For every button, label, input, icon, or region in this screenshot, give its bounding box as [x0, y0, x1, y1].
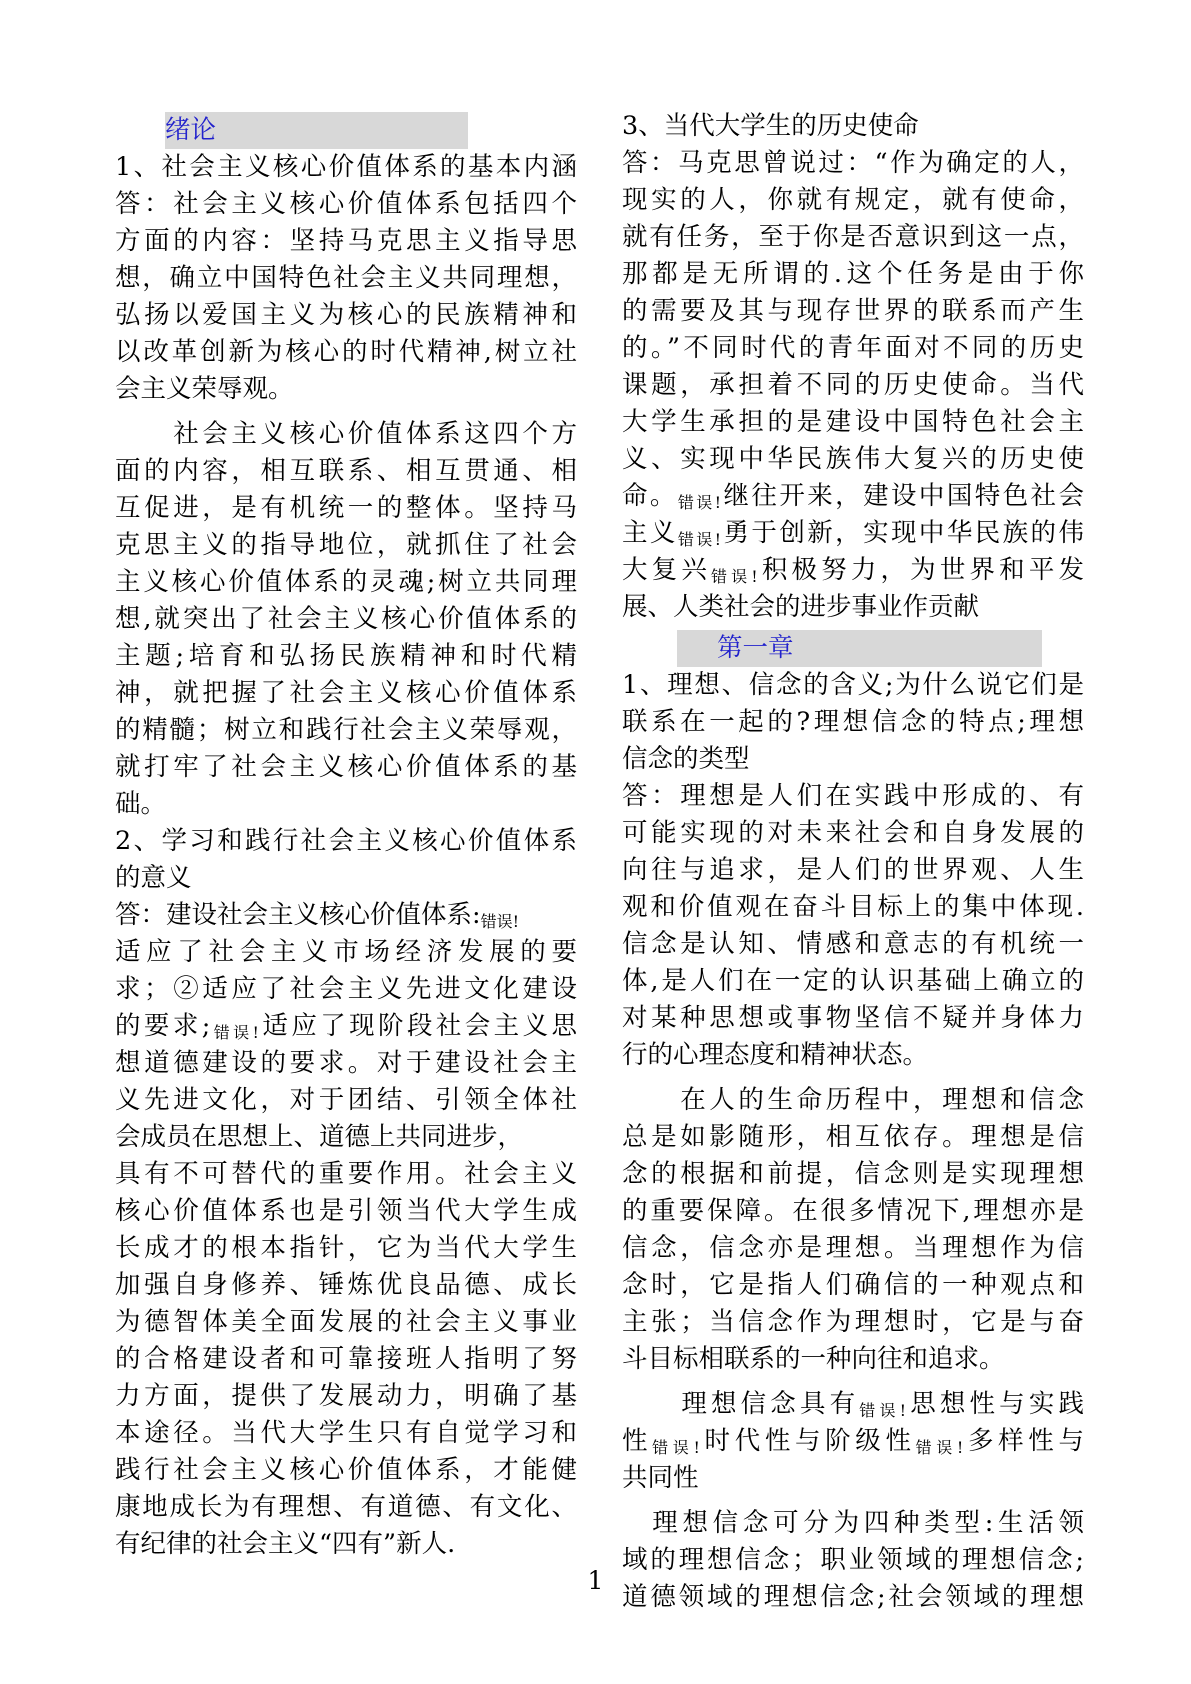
line-text: 互促进，是有机统一的整体。坚持马 — [115, 493, 577, 523]
line-text: 信念是认知、情感和意志的有机统一 — [622, 929, 1084, 959]
line-text: 的要求; — [115, 1011, 211, 1041]
line-text: 就打牢了社会主义核心价值体系的基 — [115, 752, 577, 782]
text-line — [622, 926, 1084, 963]
line-text: 适应了社会主义市场经济发展的要 — [115, 937, 577, 967]
text-line — [115, 1452, 577, 1489]
line-text: 面的内容，相互联系、相互贯通、相 — [115, 456, 577, 486]
line-text: 信念，信念亦是理想。当理想作为信 — [622, 1233, 1084, 1263]
line-text: 可能实现的对未来社会和自身发展的 — [622, 818, 1084, 848]
text-line — [115, 453, 577, 490]
text-line — [622, 1119, 1084, 1156]
line-text: 力方面，提供了发展动力，明确了基 — [115, 1381, 577, 1411]
line-text: 为德智体美全面发展的社会主义事业 — [115, 1307, 577, 1337]
text-line — [622, 704, 1084, 741]
line-text: 大复兴 — [622, 555, 711, 585]
line-text: 主义 — [622, 518, 678, 548]
text-line — [115, 934, 577, 971]
text-line — [115, 786, 577, 823]
text-line — [622, 108, 1084, 145]
line-text: 主张；当信念作为理想时，它是与奋 — [622, 1307, 1084, 1337]
line-text: 以改革创新为核心的时代精神,树立社 — [115, 337, 577, 367]
line-text: 性 — [622, 1426, 653, 1456]
text-line — [115, 1156, 577, 1193]
line-text: 向往与追求，是人们的世界观、人生 — [622, 855, 1084, 885]
text-line — [622, 478, 1084, 515]
text-line — [622, 1082, 1084, 1119]
text-line — [115, 297, 577, 334]
text-line — [115, 1415, 577, 1452]
text-line — [622, 367, 1084, 404]
line-text: 勇于创新，实现中华民族的伟 — [721, 518, 1084, 548]
line-text: 践行社会主义核心价值体系，才能健 — [115, 1455, 577, 1485]
text-line — [115, 186, 577, 223]
text-line — [622, 1460, 1084, 1497]
text-line — [622, 1156, 1084, 1193]
text-line — [115, 1008, 577, 1045]
text-line — [622, 589, 1084, 626]
text-line — [622, 815, 1084, 852]
line-text: 长成才的根本指针，它为当代大学生 — [115, 1233, 577, 1263]
line-text: 继往开来，建设中国特色社会 — [721, 481, 1084, 511]
line-text: 念时，它是指人们确信的一种观点和 — [622, 1270, 1084, 1300]
text-line — [115, 527, 577, 564]
text-line — [115, 1267, 577, 1304]
text-line — [115, 1304, 577, 1341]
line-text: 共同性 — [622, 1463, 699, 1493]
text-line — [622, 1193, 1084, 1230]
line-text: 那都是无所谓的.这个任务是由于你 — [622, 259, 1084, 289]
line-text: 义先进文化，对于团结、引领全体社 — [115, 1085, 577, 1115]
line-text: 的重要保障。在很多情况下,理想亦是 — [622, 1196, 1084, 1226]
text-line — [622, 182, 1084, 219]
text-line — [115, 334, 577, 371]
line-text: 就有任务，至于你是否意识到这一点， — [622, 222, 1084, 252]
line-text: 多样性与 — [963, 1426, 1084, 1456]
line-text: 命。 — [622, 481, 678, 511]
line-text: 弘扬以爱国主义为核心的民族精神和 — [115, 300, 577, 330]
line-text: 加强自身修养、锤炼优良品德、成长 — [115, 1270, 577, 1300]
right-column — [622, 108, 1084, 1616]
line-text: 会主义荣辱观。 — [115, 374, 294, 404]
line-text: 核心价值体系也是引领当代大学生成 — [115, 1196, 577, 1226]
line-text: 理想信念可分为四种类型:生活领 — [622, 1508, 1084, 1538]
text-line — [622, 293, 1084, 330]
line-text: 3、当代大学生的历史使命 — [622, 111, 919, 141]
line-text: 观和价值观在奋斗目标上的集中体现. — [622, 892, 1084, 922]
text-line — [622, 1230, 1084, 1267]
error-marker: 错误! — [710, 567, 758, 586]
line-text: 义、实现中华民族伟大复兴的历史使 — [622, 444, 1084, 474]
line-text: 时代性与阶级性 — [699, 1426, 916, 1456]
text-line — [622, 667, 1084, 704]
line-text: 对某种思想或事物坚信不疑并身体力 — [622, 1003, 1084, 1033]
line-text: 会成员在思想上、道德上共同进步， — [115, 1122, 524, 1152]
error-marker: 错误! — [652, 1438, 700, 1457]
text-line — [622, 889, 1084, 926]
line-text: 有纪律的社会主义“四有”新人. — [115, 1529, 456, 1559]
text-line — [622, 852, 1084, 889]
line-text: 1、社会主义核心价值体系的基本内涵 — [115, 152, 577, 182]
line-text: 念的根据和前提，信念则是实现理想 — [622, 1159, 1084, 1189]
error-marker: 错误! — [677, 530, 722, 549]
line-text: 展、人类社会的进步事业作贡献 — [622, 592, 980, 622]
text-line — [622, 1000, 1084, 1037]
text-line — [115, 1230, 577, 1267]
line-text: 的精髓；树立和践行社会主义荣辱观， — [115, 715, 577, 745]
text-line — [115, 371, 577, 408]
error-marker: 错误! — [677, 493, 722, 512]
line-text: 斗目标相联系的一种向往和追求。 — [622, 1344, 1005, 1374]
line-text: 社会主义核心价值体系这四个方 — [115, 419, 577, 449]
line-text: 康地成长为有理想、有道德、有文化、 — [115, 1492, 577, 1522]
text-line — [622, 778, 1084, 815]
line-text: 在人的生命历程中，理想和信念 — [622, 1085, 1084, 1115]
page-number: 1 — [587, 1566, 604, 1595]
text-line — [115, 1045, 577, 1082]
text-line — [115, 712, 577, 749]
line-text: 想，确立中国特色社会主义共同理想， — [115, 263, 577, 293]
text-line — [115, 675, 577, 712]
text-line — [115, 897, 577, 934]
text-line — [622, 515, 1084, 552]
line-text: 课题，承担着不同的历史使命。当代 — [622, 370, 1084, 400]
text-line — [115, 564, 577, 601]
line-text: 想,就突出了社会主义核心价值体系的 — [115, 604, 577, 634]
text-line — [622, 404, 1084, 441]
text-line — [622, 1505, 1084, 1542]
text-line — [622, 219, 1084, 256]
line-text: 的合格建设者和可靠接班人指明了努 — [115, 1344, 577, 1374]
line-text: 的。”不同时代的青年面对不同的历史 — [622, 333, 1084, 363]
line-text: 的需要及其与现存世界的联系而产生 — [622, 296, 1084, 326]
error-marker: 错误! — [480, 912, 520, 931]
line-text: 答：社会主义核心价值体系包括四个 — [115, 189, 577, 219]
section-heading-chapter-one: 第一章 — [677, 630, 1042, 667]
text-line — [622, 1423, 1084, 1460]
line-text: 答：马克思曾说过：“作为确定的人， — [622, 148, 1084, 178]
line-text: 理想信念具有 — [622, 1389, 860, 1419]
text-line — [115, 1193, 577, 1230]
text-line — [115, 601, 577, 638]
text-line — [115, 149, 577, 186]
line-text: 积极努力，为世界和平发 — [757, 555, 1084, 585]
text-line — [115, 223, 577, 260]
text-line — [622, 330, 1084, 367]
text-line — [115, 749, 577, 786]
text-line — [115, 971, 577, 1008]
text-line — [115, 638, 577, 675]
text-line — [115, 1082, 577, 1119]
section-heading-intro: 绪论 — [165, 112, 468, 149]
line-text: 大学生承担的是建设中国特色社会主 — [622, 407, 1084, 437]
text-line — [115, 260, 577, 297]
text-line — [115, 860, 577, 897]
line-text: 域的理想信念；职业领域的理想信念; — [622, 1545, 1084, 1575]
line-text: 主义核心价值体系的灵魂;树立共同理 — [115, 567, 577, 597]
error-marker: 错误! — [210, 1023, 259, 1042]
right-body-bottom — [622, 667, 1084, 1616]
text-line — [622, 441, 1084, 478]
error-marker: 错误! — [915, 1438, 964, 1457]
text-line — [622, 256, 1084, 293]
text-line — [115, 416, 577, 453]
text-line — [115, 1341, 577, 1378]
line-text: 础。 — [115, 789, 167, 819]
text-line — [115, 1119, 577, 1156]
text-line — [115, 1526, 577, 1563]
line-text: 思想性与实践 — [906, 1389, 1084, 1419]
line-text: 信念的类型 — [622, 744, 750, 774]
text-line — [115, 490, 577, 527]
line-text: 答：建设社会主义核心价值体系: — [115, 900, 481, 930]
text-line — [622, 145, 1084, 182]
line-text: 体,是人们在一定的认识基础上确立的 — [622, 966, 1084, 996]
line-text: 行的心理态度和精神状态。 — [622, 1040, 929, 1070]
text-line — [622, 1386, 1084, 1423]
line-text: 本途径。当代大学生只有自觉学习和 — [115, 1418, 577, 1448]
right-body-top — [622, 108, 1084, 626]
line-text: 总是如影随形，相互依存。理想是信 — [622, 1122, 1084, 1152]
left-body — [115, 149, 577, 1563]
text-line — [115, 1378, 577, 1415]
error-marker: 错误! — [859, 1401, 907, 1420]
line-text: 道德领域的理想信念;社会领域的理想 — [622, 1582, 1084, 1612]
text-line — [622, 1037, 1084, 1074]
line-text: 答：理想是人们在实践中形成的、有 — [622, 781, 1084, 811]
text-line — [622, 741, 1084, 778]
text-line — [622, 1341, 1084, 1378]
line-text: 具有不可替代的重要作用。社会主义 — [115, 1159, 577, 1189]
line-text: 的意义 — [115, 863, 192, 893]
text-line — [622, 552, 1084, 589]
text-line — [115, 1489, 577, 1526]
text-line — [115, 823, 577, 860]
text-line — [622, 963, 1084, 1000]
line-text: 现实的人，你就有规定，就有使命， — [622, 185, 1084, 215]
line-text: 适应了现阶段社会主义思 — [259, 1011, 577, 1041]
line-text: 1、理想、信念的含义;为什么说它们是 — [622, 670, 1084, 700]
line-text: 克思主义的指导地位，就抓住了社会 — [115, 530, 577, 560]
text-line — [622, 1304, 1084, 1341]
line-text: 求；②适应了社会主义先进文化建设 — [115, 974, 577, 1004]
line-text: 2、学习和践行社会主义核心价值体系 — [115, 826, 577, 856]
left-column — [115, 108, 577, 1563]
line-text: 方面的内容：坚持马克思主义指导思 — [115, 226, 577, 256]
line-text: 神，就把握了社会主义核心价值体系 — [115, 678, 577, 708]
line-text: 主题;培育和弘扬民族精神和时代精 — [115, 641, 577, 671]
line-text: 联系在一起的?理想信念的特点;理想 — [622, 707, 1084, 737]
line-text: 想道德建设的要求。对于建设社会主 — [115, 1048, 577, 1078]
text-line — [622, 1267, 1084, 1304]
